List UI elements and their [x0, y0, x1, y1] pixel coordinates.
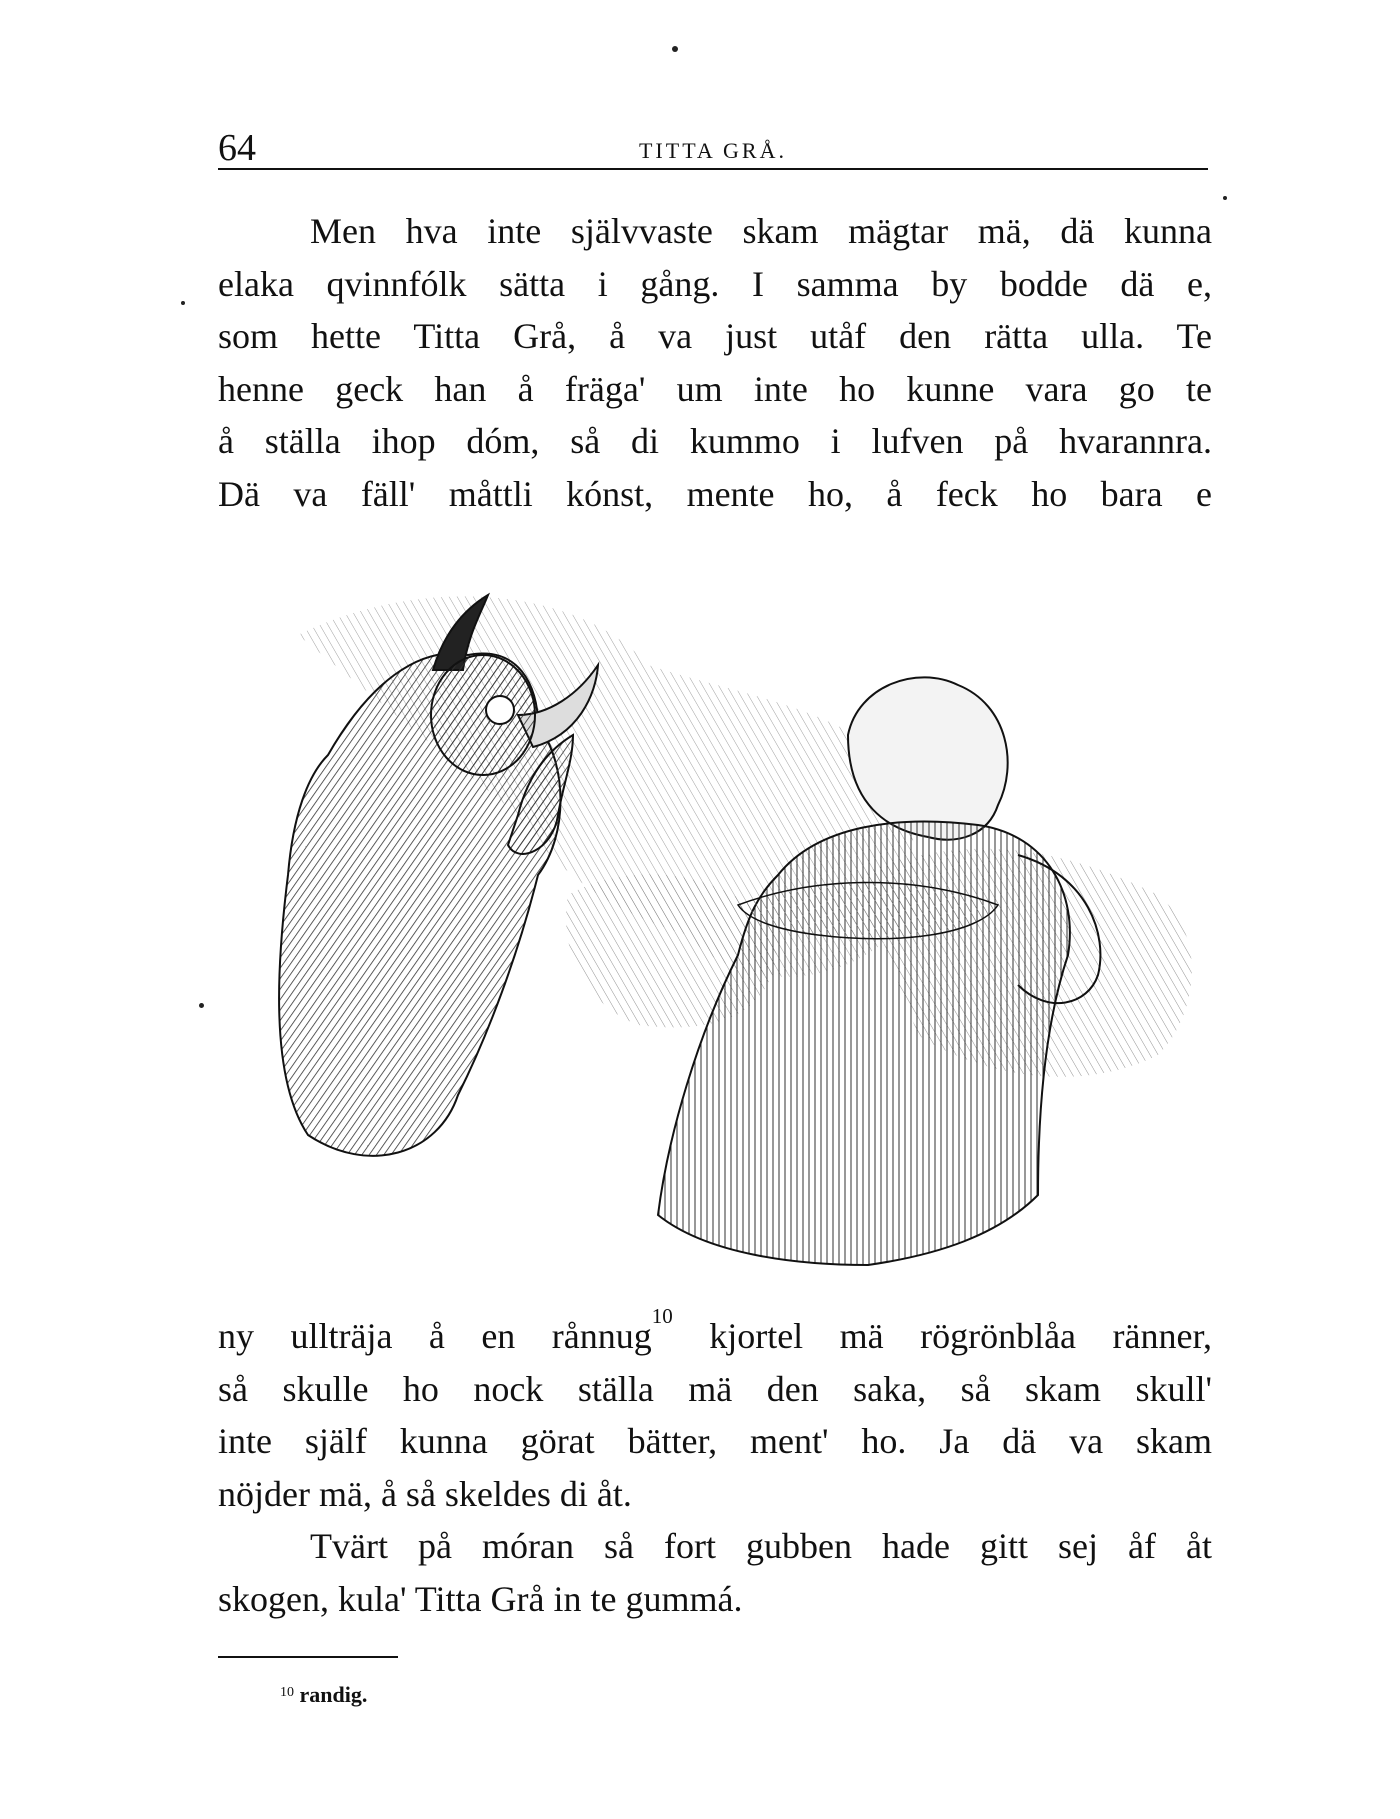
footnote-reference[interactable]: 10 [651, 1304, 673, 1328]
text-line: henne geck han å fräga' um inte ho kunne vara go te [218, 368, 1212, 409]
text-line: å ställa ihop dóm, så di kummo i lufven på hvarannra. [218, 421, 1212, 461]
engraving-illustration [218, 575, 1228, 1275]
footnote-text: randig. [299, 1682, 368, 1707]
paragraph-2 [218, 1304, 1212, 1625]
text-line [218, 1304, 1212, 1363]
print-speck [181, 301, 185, 305]
footnote [280, 1680, 367, 1710]
page-header [218, 128, 1208, 170]
text-line: Men hva inte självvaste skam mägtar mä, dä kunna [310, 211, 1212, 251]
text-line: nöjder mä, å så skeldes di åt. [218, 1473, 632, 1514]
text-line: elaka qvinnfólk sätta i gång. I samma by bodde dä e, [218, 263, 1212, 304]
text-fragment: kjortel mä rögrönblåa ränner, [672, 1316, 1212, 1356]
print-speck [672, 46, 678, 52]
text-line: så skulle ho nock ställa mä den saka, så skam skull' [218, 1368, 1212, 1409]
running-title: TITTA GRÅ. [638, 138, 787, 163]
paragraph-1 [218, 205, 1212, 520]
text-line: Dä va fäll' måttli kónst, mente ho, å feck ho bara e [218, 473, 1212, 514]
footnote-rule [218, 1656, 398, 1658]
text-fragment: ny ullträja å en rånnug [218, 1316, 652, 1356]
page-number: 64 [218, 127, 256, 169]
text-line: som hette Titta Grå, å va just utåf den rätta ulla. Te [218, 316, 1212, 356]
footnote-mark: 10 [280, 1685, 294, 1700]
text-line: skogen, kula' Titta Grå in te gummá. [218, 1578, 743, 1619]
text-line: Tvärt på móran så fort gubben hade gitt sej åf åt [310, 1526, 1212, 1566]
print-speck [199, 1003, 204, 1008]
print-speck [1223, 196, 1227, 200]
text-line: inte själf kunna görat bätter, ment' ho. Ja dä va skam [218, 1421, 1212, 1461]
